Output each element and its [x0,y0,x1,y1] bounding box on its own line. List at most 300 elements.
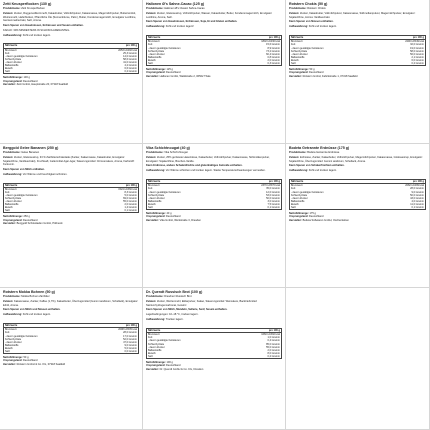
net-weight-value: 125 g [166,68,173,72]
product-title: Rotstern Mokka Bohnen (50 g) [3,290,55,294]
net-weight-value: 50 g [309,68,315,72]
nutrition-label: - davon gesättigte Fettsäuren [5,193,38,197]
product-title: Bodeta Getrannte Erdnüsse (175 g) [289,146,350,150]
ingredients-label: Zutaten: [3,300,14,304]
product-title: Rotstern Chokis (50 g) [289,2,328,6]
net-weight-value: 50 g [23,356,29,360]
ingredients-label: Zutaten: [289,156,300,160]
origin-label: Ursprungsland: [3,359,23,363]
allergen-note: Kann Spuren von Haselnüssen, Erdnüssen und Sesam enthalten. [3,23,84,27]
net-weight-label: Nettofüllmenge: [146,361,166,364]
nutrition-label: Fett [148,336,153,340]
nutrition-label: Fett [148,187,153,191]
product-card [143,144,286,288]
nutrition-header-right: pro 100 g [374,36,425,40]
nutrition-header-right: pro 100 g [231,36,282,40]
storage-label: Aufbewahrung: [289,25,309,29]
nutrition-label: Ballaststoffe [291,55,305,59]
nutrition-value: 85,0 Gramm [266,342,280,346]
nutrition-label: Brennwert [148,184,160,188]
ingredients-text: Zucker, Roggenvollkornmehl, Kakaobutter, Vollmilchpulver, Kakaomasse, Magermilchpulver, Butterreinfett, Weizenmehl, Haferflocken, Pflanzliche Öle (Sonnenblume, Palm), Butter, Kondensmagermilch, Emulgator Lecithine, Gerstenmalzextrakt, Salz, Aroma. [3,12,137,22]
nutrition-label: Ballaststoffe [291,199,305,203]
product-card [286,144,430,288]
sales-name [146,295,282,298]
allergen-note: Kann Spuren von Nüssen enthalten. [289,20,334,24]
nutrition-label: Kohlenhydrate [291,193,308,197]
nutrition-label: - davon Zucker [148,52,165,56]
net-weight-label: Nettofüllmenge: [289,68,309,72]
allergen-extra: Lagerbedingungen: 10–18 °C, trocken lagern. [146,313,199,317]
nutrition-value: 12,0 Gramm [266,190,280,194]
sales-name [146,151,282,154]
producer [289,75,426,78]
storage-text: Kühl und trocken lagern. [22,313,51,317]
allergen-note: Kann Spuren von Haselnüssen, Erdnüssen, Soja, Ei und Gluten enthalten. [146,20,238,24]
sales-name-label: Produktname: [3,7,21,11]
nutrition-label: Ballaststoffe [5,64,19,68]
nutrition-label: Fett [291,43,296,47]
sales-name-value: Zetti Knusperflocken [21,7,45,11]
sales-name-value: Rotstern Chokis [307,7,326,11]
storage-label: Aufbewahrung: [3,172,23,176]
nutrition-label: Kohlenhydrate [5,337,22,341]
storage-text: Trocken lagern. [165,318,184,322]
nutrition-value: 41,0 Gramm [123,60,137,64]
ingredients [289,12,426,19]
nutrition-label: Kohlenhydrate [291,49,308,53]
origin-label: Ursprungsland: [289,71,309,75]
nutrition-value: 28,0 Gramm [123,331,137,335]
nutrition-value: 2290 kJ/549 kcal [405,40,424,44]
producer [289,219,426,222]
nutrition-label: - davon Zucker [148,196,165,200]
net-weight-label: Nettofüllmenge: [3,356,23,360]
storage-text: Kühl und trocken lagern. [308,169,337,173]
ingredients [289,156,426,163]
storage-label: Aufbewahrung: [289,169,309,173]
nutrition-label: Eiweiß [291,58,299,62]
nutrition-label: Brennwert [148,333,160,337]
storage [3,173,139,176]
origin-label: Ursprungsland: [146,364,166,368]
ingredients-text: Zucker, Weizenmehl, Eiklarpulver, Kakao, Säuerungsmittel: Weinsäure, Backtriebmittel: Natriumhydrogencarbonat, Gewürz. [146,300,258,307]
sales-name-value: Vika Schicht-Nougat [164,151,188,155]
nutrition-value: 50,0 Gramm [410,193,424,197]
nutrition-label: Salz [291,62,296,66]
ingredients-text: Zucker, Kakaobutter, Vollmilchpulver, Kakaomasse, Süßmolkenpulver, Magermilchpulver, Emulgator: Sojalecithine, Aroma: Vanilleextrakt. [289,12,416,19]
nutrition-label: Fett [148,43,153,47]
product-title: Vika Schichtnougat (40 g) [146,146,190,150]
nutrition-value: 1524 kJ/360 kcal [118,187,137,191]
sales-name-label: Produktname: [146,151,164,155]
ingredients-label: Zutaten: [146,300,157,304]
storage-text: Kühl und trocken lagern. [22,33,51,37]
nutrition-label: Kohlenhydrate [5,196,22,200]
sales-name [289,7,426,10]
storage-label: Aufbewahrung: [3,33,23,37]
nutrition-table [146,179,282,210]
origin-value: Deutschland [309,71,324,75]
nutrition-value: 2082 kJ/499 kcal [405,184,424,188]
nutrition-label: - davon gesättigte Fettsäuren [148,339,181,343]
nutrition-value: 50,0 Gramm [266,196,280,200]
nutrition-row [147,355,282,359]
nutrition-header-right: pro 100 g [88,183,139,187]
net-weight-label: Nettofüllmenge: [146,212,166,216]
producer-value: Berggold Schokoladen GmbH, Pößneck [16,222,63,225]
allergen-note: Kann Spuren von Milch enthalten. [3,167,45,171]
nutrition-table [289,35,426,66]
nutrition-table [289,179,426,210]
net-weight-value: 100 g [166,361,173,364]
storage [146,169,282,172]
origin-value: Deutschland [309,215,324,219]
nutrition-label: - davon gesättigte Fettsäuren [5,334,38,338]
nutrition-value: 6,0 Gramm [411,58,424,62]
origin-value: Deutschland [166,71,181,75]
sales-name-value: Gelee Bananen [21,151,40,155]
nutrition-value: 0,0 Gramm [124,350,137,354]
nutrition-value: 60,4 Gramm [266,52,280,56]
nutrition-row [147,62,282,66]
storage-text: Vor Wärme und Feuchtigkeit schützen. [22,172,68,176]
nutrition-value: 17,0 Gramm [123,334,137,338]
sales-name-value: Mokka Bohnen Zartbitter [21,295,50,299]
producer-label: Hersteller: [3,82,16,86]
origin-value: Deutschland [23,359,38,363]
allergen-extra: KAKAO: 30% MINDESTENS IN SCHOKOLADENANTEIL. [3,28,71,32]
storage [289,169,426,172]
nutrition-header-left: Nährwerte [4,324,88,328]
ingredients [146,12,282,19]
nutrition-label: - davon Zucker [5,60,22,64]
producer-label: Hersteller: [146,74,159,78]
nutrition-value: 56,0 Gramm [410,52,424,56]
producer [146,75,282,78]
origin-value: Deutschland [23,218,38,222]
sales-name-value: Hallonen Ø's Classic Sahne-Cacao [164,7,205,11]
nutrition-value: 5,0 Gramm [124,193,137,197]
nutrition-label: - davon gesättigte Fettsäuren [5,54,38,58]
nutrition-value: 0,2 Gramm [267,354,280,358]
nutrition-label: - davon Zucker [148,345,165,349]
nutrition-header-left: Nährwerte [4,44,88,48]
sales-name-label: Produktname: [289,151,307,155]
nutrition-label: - davon gesättigte Fettsäuren [148,46,181,50]
product-card [286,0,430,144]
producer-label: Hersteller: [146,367,159,371]
nutrition-label: Ballaststoffe [5,343,19,347]
nutrition-value: 55,0 Gramm [266,345,280,349]
nutrition-value: 58,6 Gramm [123,57,137,61]
producer-value: Bodeta Süßwaren GmbH, Oschersleben [302,218,349,222]
producer [146,368,282,371]
nutrition-value: 2053 kJ/492 kcal [118,48,137,52]
nutrition-table [3,43,139,74]
nutrition-row [4,350,139,354]
nutrition-value: 0,1 Gramm [124,209,137,213]
nutrition-table [3,323,139,354]
nutrition-value: 11,0 Gramm [410,202,424,206]
nutrition-value: 2,0 Gramm [267,348,280,352]
sales-name-value: Bodeta Getrannte Erdnüsse [307,151,340,155]
nutrition-value: 53,0 Gramm [266,193,280,197]
product-card [143,288,286,430]
nutrition-value: 6,6 Gramm [124,67,137,71]
nutrition-value: 8,0 Gramm [267,351,280,355]
nutrition-header-right: pro 100 g [88,324,139,328]
nutrition-label: Eiweiß [148,351,156,355]
nutrition-label: Ballaststoffe [148,55,162,59]
nutrition-header-left: Nährwerte [147,329,231,333]
storage [146,318,282,321]
producer-value: Rotstern GmbH & Co. KG, 07318 Saalfeld [16,362,66,366]
nutrition-value: 9,0 Gramm [411,190,424,194]
storage [289,25,426,28]
product-card [0,144,143,288]
nutrition-label: - davon Zucker [291,196,308,200]
ingredients [3,300,139,307]
nutrition-label: Eiweiß [148,58,156,62]
nutrition-value: 0,1 Gramm [411,206,424,210]
nutrition-value: 0,4 Gramm [267,339,280,343]
storage-label: Aufbewahrung: [146,169,166,173]
sales-name [3,151,139,154]
ingredients-label: Zutaten: [146,156,157,160]
nutrition-label: Eiweiß [5,206,13,210]
ingredients-text: Kakaomasse, Zucker, Kaffee (1,7%), Kakaobutter, Überzugsmittel (Gummi arabicum, Schellack), Emulgator: E442, Aroma. [3,300,139,307]
storage-label: Aufbewahrung: [146,318,166,322]
nutrition-value: 1802 kJ/430 kcal [261,40,280,44]
sales-name [3,7,139,10]
nutrition-label: Ballaststoffe [5,203,19,207]
nutrition-label: Fett [5,331,10,335]
nutrition-label: Kohlenhydrate [148,193,165,197]
nutrition-table [3,183,139,214]
nutrition-label: Ballaststoffe [148,348,162,352]
nutrition-value: 0,2 Gramm [411,62,424,66]
storage [3,313,139,316]
nutrition-value: 58,0 Gramm [410,49,424,53]
nutrition-value: 2370 kJ/570 kcal [261,184,280,188]
nutrition-value: 52,0 Gramm [123,337,137,341]
sales-name-label: Produktname: [289,7,307,11]
nutrition-label: Brennwert [148,40,160,44]
nutrition-value: 35,0 Gramm [266,187,280,191]
nutrition-value: 1660 kJ/392 kcal [261,333,280,337]
product-card [0,288,143,430]
sales-name-label: Produktname: [3,295,21,299]
sales-name-label: Produktname: [146,295,164,299]
storage [3,34,139,37]
nutrition-row [147,206,282,210]
origin-value: Deutschland [23,79,38,83]
nutrition-value: 8,9 Gramm [267,46,280,50]
ingredients-text: Zucker, Glukosesirup, Vollmilchpulver, Wasser, Kakaobutter, Butter, Kondensmagermilch, Emulgator Lecithine, Aroma, Salz. [146,12,272,19]
nutrition-value: 69,0 Gramm [123,196,137,200]
nutrition-header-left: Nährwerte [290,36,375,40]
nutrition-label: Ballaststoffe [148,199,162,203]
nutrition-value: 0,2 Gramm [124,70,137,74]
storage-text: Kühl und trocken lagern! [165,25,194,29]
producer-value: Vika GmbH, Werkstraße 3, Dresden [159,218,201,222]
nutrition-label: Eiweiß [148,202,156,206]
producer-label: Hersteller: [289,218,302,222]
sales-name-label: Produktname: [3,151,21,155]
nutrition-label: Salz [148,354,153,358]
product-title: Hallonen Ø's Sahne-Cacao (125 g) [146,2,205,6]
nutrition-value: 47,0 Gramm [123,340,137,344]
net-weight-label: Nettofüllmenge: [3,215,23,219]
nutrition-value: 2,0 Gramm [267,58,280,62]
nutrition-header-left: Nährwerte [147,180,231,184]
ingredients [146,156,282,163]
producer-label: Hersteller: [3,362,16,366]
nutrition-label: Salz [148,206,153,210]
product-title: Berggold Gelee Bananen (250 g) [3,146,59,150]
net-weight-label: Nettofüllmenge: [289,212,309,216]
origin-label: Ursprungsland: [3,218,23,222]
storage [146,25,282,28]
nutrition-header-left: Nährwerte [4,183,88,187]
nutrition-label: Eiweiß [5,346,13,350]
nutrition-header-right: pro 100 g [374,180,425,184]
producer [3,363,139,366]
ingredients-text: Erdnüsse, Zucker, Kakaobutter, Vollmilchpulver, Magermilchpulver, Kakaomasse, Glukosesirup, Emulgator: Sojalecithine, Überzugsmittel: Gummi arabicum, Schellack, Aroma. [289,156,423,163]
nutrition-value: 55,0 Gramm [123,200,137,204]
nutrition-value: 2098 kJ/505 kcal [118,328,137,332]
origin-value: Deutschland [166,364,181,368]
producer-label: Hersteller: [146,218,159,222]
nutrition-label: Brennwert [5,187,17,191]
nutrition-label: Salz [291,206,296,210]
allergen-note: Kann Spuren von Milch und Nüssen enthalten. [3,308,61,312]
ingredients [3,12,139,22]
origin-label: Ursprungsland: [146,71,166,75]
storage-label: Aufbewahrung: [146,25,166,29]
nutrition-label: Brennwert [291,184,303,188]
nutrition-value: 0,8 Gramm [267,55,280,59]
origin-label: Ursprungsland: [3,79,23,83]
nutrition-value: 0,1 Gramm [267,206,280,210]
nutrition-row [4,70,139,74]
nutrition-value: 14,0 Gramm [123,54,137,58]
ingredients-label: Zutaten: [3,12,14,16]
sales-name [3,295,139,298]
origin-label: Ursprungsland: [146,215,166,219]
storage-text: Vor Wärme schützen und trocken lagern. Starke Temperaturschwankungen vermeiden. [165,169,266,173]
nutrition-label: Fett [5,190,10,194]
nutrition-value: 4,2 Gramm [124,64,137,68]
nutrition-label: - davon gesättigte Fettsäuren [291,190,324,194]
nutrition-value: 28,0 Gramm [410,187,424,191]
nutrition-value: 1,0 Gramm [267,336,280,340]
nutrition-row [4,209,139,213]
nutrition-label: - davon Zucker [5,340,22,344]
nutrition-value: 19,0 Gramm [410,46,424,50]
sales-name [146,7,282,10]
ingredients-text: Zucker, Glukosesirup, 33 % Zartbitterschokolade (Zucker, Kakaomasse, Kakaobutter, Emulgator: Sojalecithine, Vanilleextrakt), Fruchtsaft, Geliermittel Agar-Agar, Säuerungsmittel: Citronensäure, Aroma, Farbstoff: Kurkumin. [3,156,135,166]
nutrition-header-right: pro 100 g [231,329,282,333]
ingredients-label: Zutaten: [289,12,300,16]
producer [3,83,139,86]
empty-cell [286,288,430,430]
producer-value: Hallonen GmbH, Waldstraße 2, 06502 Thale [159,74,211,78]
net-weight-label: Nettofüllmenge: [146,68,166,72]
nutrition-table [146,35,282,66]
nutrition-label: Fett [291,187,296,191]
nutrition-value: 4,0 Gramm [411,199,424,203]
allergen-note: Kann Spuren von Schalenfrüchten enthalten. [289,164,345,168]
nutrition-label: Brennwert [5,328,17,332]
product-title: Dr. Quendt Russisch Brot (100 g) [146,290,203,294]
producer [146,219,282,222]
nutrition-label: Eiweiß [291,202,299,206]
net-weight-value: 175 g [309,212,316,216]
product-card [143,0,286,144]
producer [3,222,139,225]
nutrition-value: 73,2 Gramm [266,49,280,53]
net-weight-value: 130 g [23,76,30,80]
nutrition-header-left: Nährwerte [290,180,375,184]
nutrition-value: 15,6 Gramm [266,43,280,47]
net-weight-value: 40 g [166,212,172,216]
ingredients [3,156,139,166]
product-title: Zetti Knusperflocken (130 g) [3,2,52,6]
nutrition-value: 3,0 Gramm [267,199,280,203]
origin-label: Ursprungsland: [289,215,309,219]
net-weight-label: Nettofüllmenge: [3,76,23,80]
ingredients-label: Zutaten: [146,12,157,16]
ingredients-label: Zutaten: [3,156,14,160]
nutrition-label: Kohlenhydrate [5,57,22,61]
nutrition-value: 32,0 Gramm [410,43,424,47]
product-card [0,0,143,144]
nutrition-value: 2,0 Gramm [124,203,137,207]
producer-label: Hersteller: [289,74,302,78]
nutrition-value: 7,5 Gramm [267,202,280,206]
producer-value: Zetti GmbH, Hauptstraße 20, 07318 Saalfeld [16,82,68,86]
ingredients-text: Zucker, 25% geröstete Haselnüsse, Kakaobutter, Vollmilchpulver, Kakaomasse, Süßmolkenpulver, Emulgator: Sojalecithine, Bourbon-Vanille. [146,156,270,163]
allergen-note: Kann Spuren von Milch, Mandeln, Sellerie, Senf, Sesam enthalten. [146,308,228,312]
nutrition-label: Fett [5,51,10,55]
allergen-note: Kann Erdnüsse, andere Schalenfrüchte und glutenhaltiges Getreide enthalten. [146,164,243,168]
nutrition-row [290,62,426,66]
nutrition-label: - davon Zucker [291,52,308,56]
sales-name-value: Dresdner Russisch Brot [164,295,192,299]
nutrition-label: Kohlenhydrate [148,342,165,346]
sales-name-label: Produktname: [146,7,164,11]
nutrition-label: Salz [5,70,10,74]
producer-value: Dr. Quendt GmbH & Co. KG, Dresden [159,367,204,371]
nutrition-label: Eiweiß [5,67,13,71]
nutrition-value: 8,3 Gramm [124,190,137,194]
nutrition-label: Brennwert [291,40,303,44]
nutrition-label: - davon gesättigte Fettsäuren [148,190,181,194]
nutrition-row [290,206,426,210]
storage-text: Kühl und trocken lagern. [308,25,337,29]
producer-label: Hersteller: [3,222,16,225]
nutrition-value: 0,3 Gramm [267,62,280,66]
nutrition-table [146,328,282,359]
nutrition-label: Salz [148,62,153,66]
net-weight-value: 250 g [23,215,30,219]
nutrition-header-right: pro 100 g [231,180,282,184]
nutrition-label: - davon Zucker [5,200,22,204]
nutrition-value: 5,0 Gramm [124,346,137,350]
nutrition-label: Brennwert [5,48,17,52]
nutrition-value: 25,3 Gramm [123,51,137,55]
